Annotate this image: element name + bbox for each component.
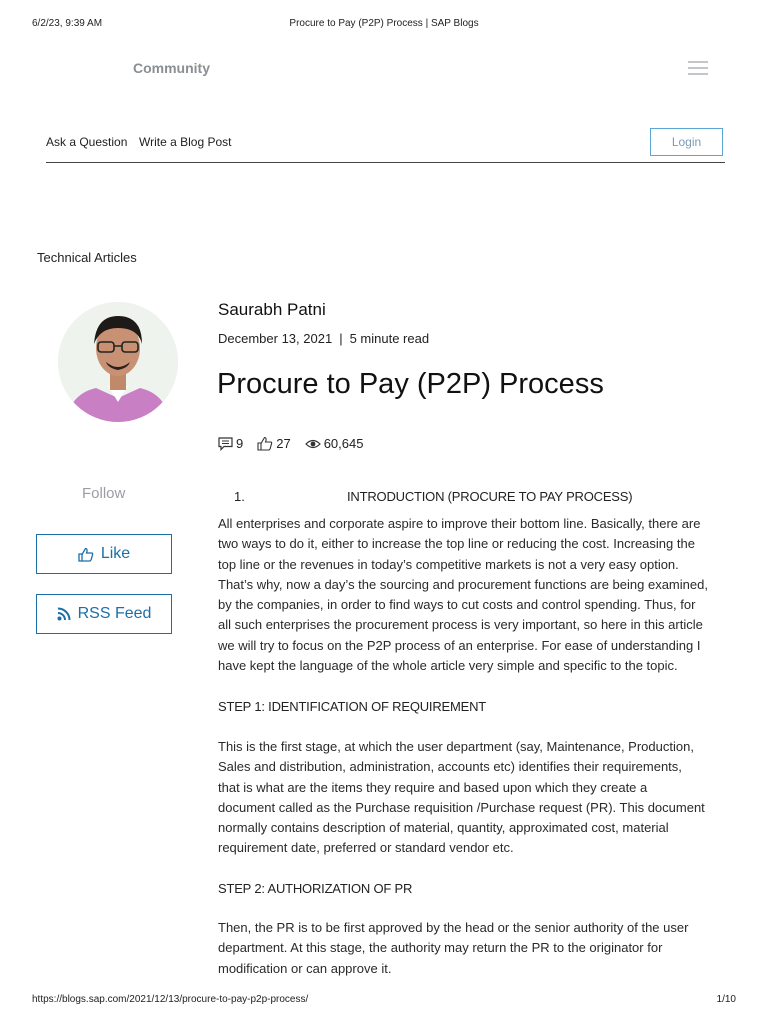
comments-stat[interactable] (218, 436, 243, 451)
paragraph-line: document called as the Purchase requisition /Purchase request (PR). This document (218, 799, 705, 815)
meta-separator: | (339, 331, 343, 346)
step-1-paragraph (218, 737, 738, 859)
article-stats (218, 436, 377, 451)
print-footer-url: https://blogs.sap.com/2021/12/13/procure-to-pay-p2p-process/ (32, 994, 309, 1005)
views-count: 60,645 (323, 436, 364, 451)
ask-question-link[interactable]: Ask a Question (46, 135, 128, 149)
print-datetime: 6/2/23, 9:39 AM (32, 18, 103, 29)
like-button[interactable] (36, 534, 172, 574)
article-title: Procure to Pay (P2P) Process (217, 368, 604, 400)
likes-count: 27 (276, 436, 291, 451)
paragraph-line: all such enterprises the procurement process is very important, so here in this article (218, 617, 703, 633)
author-avatar[interactable] (58, 302, 178, 422)
community-logo[interactable]: Community (133, 60, 210, 76)
likes-stat[interactable] (257, 436, 290, 451)
paragraph-line: Sales and distribution, administration, accounts etc) identifies their requirements, (218, 759, 682, 775)
category-link[interactable]: Technical Articles (37, 250, 137, 265)
paragraph-line: have kept the language of the whole article very simple and specific to the topic. (218, 658, 678, 674)
paragraph-line: we will try to focus on the P2P process of an enterprise. For ease of understanding I (218, 637, 701, 653)
paragraph-line: that is what are the items they require and based upon which they create a (218, 779, 648, 795)
paragraph-line: This is the first stage, at which the user department (say, Maintenance, Production, (218, 739, 694, 754)
section-number: 1. (234, 489, 245, 504)
post-meta (218, 331, 429, 346)
comments-count: 9 (236, 436, 244, 451)
paragraph-line: normally contains description of material, quantity, approximated cost, material (218, 820, 669, 836)
eye-icon (305, 438, 321, 450)
rss-feed-button[interactable] (36, 594, 172, 634)
paragraph-line: Then, the PR is to be first approved by the head or the senior authority of the user (218, 920, 689, 935)
paragraph-line: department. At this stage, the authority may return the PR to the originator for (218, 940, 663, 956)
thumbs-up-icon (257, 436, 273, 451)
nav-divider (46, 162, 725, 163)
paragraph-line: modification or can approve it. (218, 960, 392, 976)
comment-icon (218, 437, 233, 451)
paragraph-line: top line or the revenues in today’s competitive markets is not a very easy option. (218, 556, 679, 572)
paragraph-line: two ways to do it, either to increase the top line or reducing the cost. Increasing the (218, 536, 695, 552)
read-time: 5 minute read (349, 331, 430, 346)
step-1-heading: STEP 1: IDENTIFICATION OF REQUIREMENT (218, 699, 487, 714)
rss-icon (57, 607, 71, 621)
paragraph-line: All enterprises and corporate aspire to improve their bottom line. Basically, there are (218, 516, 701, 531)
follow-button[interactable]: Follow (82, 485, 126, 502)
login-button[interactable]: Login (650, 128, 723, 156)
post-date: December 13, 2021 (218, 331, 333, 346)
thumbs-up-icon (78, 547, 94, 562)
hamburger-menu-icon[interactable] (688, 61, 708, 76)
like-button-label: Like (100, 545, 131, 562)
paragraph-line: by the companies, in order to find ways to cut costs and control spending. Thus, for (218, 597, 696, 613)
print-page-number: 1/10 (716, 994, 736, 1005)
rss-button-label: RSS Feed (77, 605, 152, 622)
introduction-paragraph (218, 514, 738, 676)
step-2-paragraph (218, 918, 738, 979)
section-heading-introduction: INTRODUCTION (PROCURE TO PAY PROCESS) (347, 489, 633, 504)
paragraph-line: That’s why, now a day’s the sourcing and procurement functions are being examined, (218, 576, 708, 592)
write-blog-post-link[interactable]: Write a Blog Post (139, 135, 232, 149)
paragraph-line: requirement date, preferred or standard vendor etc. (218, 840, 514, 856)
author-name[interactable]: Saurabh Patni (218, 300, 326, 319)
author-photo (58, 302, 178, 422)
print-page-title: Procure to Pay (P2P) Process | SAP Blogs (289, 18, 479, 29)
step-2-heading: STEP 2: AUTHORIZATION OF PR (218, 881, 413, 896)
views-stat (305, 436, 364, 451)
